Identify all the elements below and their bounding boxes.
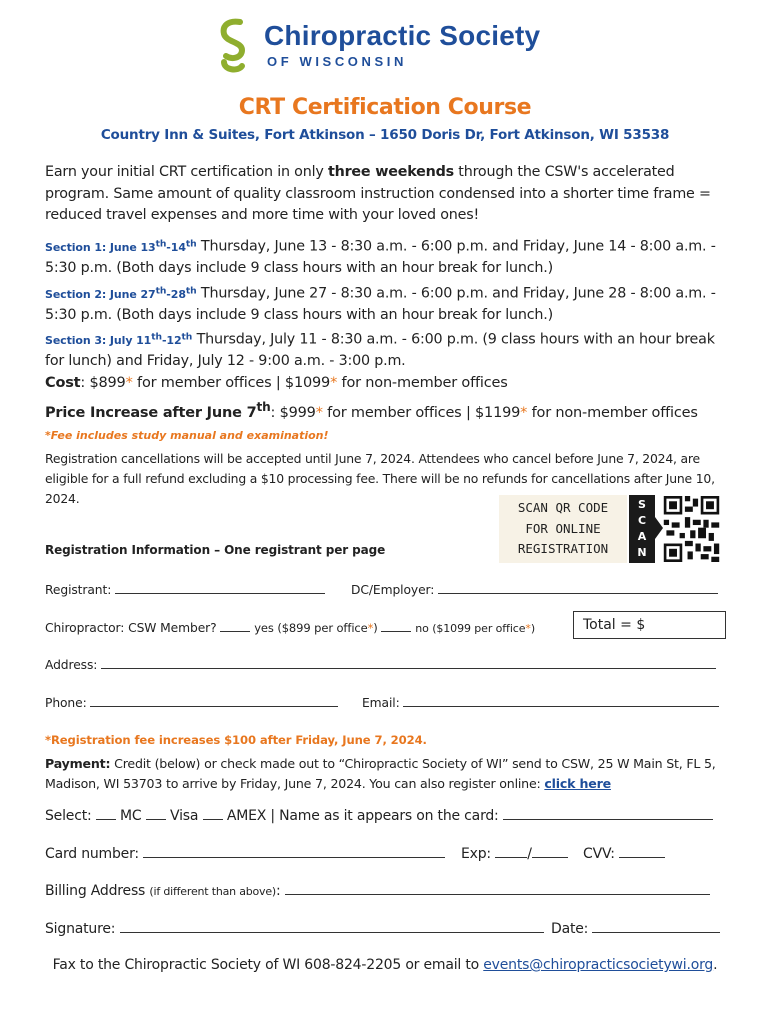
qr-code-icon[interactable]: [663, 496, 720, 562]
total-field[interactable]: Total = $: [573, 611, 726, 639]
section-3-schedule: Section 3: July 11th-12th Thursday, July 11 - 8:30 a.m. - 6:00 p.m. (9 class hours with an hour break for lunch) and Friday, July 12 - 9:00 a.m. - 3:00 p.m.: [45, 331, 715, 370]
cost-line: Cost: $899* for member offices | $1099* for non-member offices: [45, 375, 508, 391]
registration-heading: Registration Information – One registrant per page: [45, 543, 386, 557]
address-label: Address:: [45, 658, 98, 672]
address-field[interactable]: [101, 657, 716, 669]
email-field[interactable]: [403, 695, 719, 707]
fee-note: *Fee includes study manual and examination!: [45, 429, 329, 442]
member-label: Chiropractor: CSW Member?: [45, 621, 217, 635]
card-cvv-row: CVV:: [583, 846, 665, 862]
email-row: [362, 695, 719, 710]
fee-increase-note: *Registration fee increases $100 after Friday, June 7, 2024.: [45, 733, 427, 747]
registrant-field[interactable]: [115, 582, 325, 594]
date-field[interactable]: [592, 921, 720, 933]
billing-address-field[interactable]: [285, 883, 710, 895]
page-title: CRT Certification Course: [238, 95, 532, 120]
employer-label: DC/Employer:: [351, 583, 435, 597]
address-row: [45, 657, 716, 672]
signature-field[interactable]: [120, 921, 544, 933]
member-yes-field[interactable]: [220, 620, 250, 632]
contact-email-link[interactable]: events@chiropracticsocietywi.org: [483, 957, 714, 973]
spine-logo-icon: [218, 18, 248, 74]
amex-field[interactable]: [203, 808, 223, 820]
phone-field[interactable]: [90, 695, 338, 707]
date-row: Date:: [551, 921, 720, 937]
price-increase-line: Price Increase after June 7th: $999* for member offices | $1199* for non-member offices: [45, 400, 698, 421]
card-number-row: Card number:: [45, 846, 445, 862]
organization-logo: [218, 18, 558, 76]
intro-paragraph: Earn your initial CRT certification in only three weekends through the CSW's accelerated program. Same amount of quality classroom instruction condensed into a shorter time frame = reduced travel expenses and more time with your loved ones!: [45, 164, 711, 223]
org-subtitle: OF WISCONSIN: [267, 54, 407, 69]
qr-caption: SCAN QR CODE FOR ONLINE REGISTRATION: [499, 495, 627, 563]
register-online-link[interactable]: click here: [544, 776, 611, 791]
phone-label: Phone:: [45, 696, 87, 710]
exp-year-field[interactable]: [532, 846, 568, 858]
section-1-schedule: Section 1: June 13th-14th Thursday, June 13 - 8:30 a.m. - 6:00 p.m. and Friday, June 14 - 8:00 a.m. - 5:30 p.m. (Both days include 9 class hours with an hour break for lunch.): [45, 238, 716, 277]
qr-registration-block[interactable]: [499, 493, 727, 565]
registrant-row: [45, 582, 325, 597]
card-exp-row: Exp: /: [461, 846, 568, 862]
venue-address: Country Inn & Suites, Fort Atkinson – 1650 Doris Dr, Fort Atkinson, WI 53538: [100, 127, 670, 143]
phone-row: [45, 695, 338, 710]
billing-row: Billing Address (if different than above):: [45, 883, 710, 899]
section-2-schedule: Section 2: June 27th-28th Thursday, June 27 - 8:30 a.m. - 6:00 p.m. and Friday, June 28 - 8:00 a.m. - 5:30 p.m. (Both days include 9 class hours with an hour break for lunch.): [45, 285, 716, 324]
employer-row: [351, 582, 718, 597]
member-row: [45, 620, 535, 635]
signature-row: Signature:: [45, 921, 544, 937]
employer-field[interactable]: [438, 582, 718, 594]
exp-month-field[interactable]: [495, 846, 527, 858]
org-name: Chiropractic Society: [264, 20, 541, 51]
no-option-label: no ($1099 per office*): [415, 622, 536, 635]
visa-field[interactable]: [146, 808, 166, 820]
card-number-field[interactable]: [143, 846, 445, 858]
yes-option-label: yes ($899 per office*): [254, 621, 378, 635]
cardholder-name-field[interactable]: [503, 808, 713, 820]
member-no-field[interactable]: [381, 620, 411, 632]
mc-field[interactable]: [96, 808, 116, 820]
payment-instructions: Payment: Credit (below) or check made out to “Chiropractic Society of WI” send to CSW, 25 W Main St, FL 5, Madison, WI 53703 to arrive by Friday, June 7, 2024. You can also register online: click here: [45, 756, 716, 791]
scan-label: S C A N: [629, 495, 655, 563]
registrant-label: Registrant:: [45, 583, 112, 597]
cvv-field[interactable]: [619, 846, 665, 858]
arrow-right-icon: [655, 517, 663, 539]
email-label: Email:: [362, 696, 400, 710]
footer-contact: Fax to the Chiropractic Society of WI 608-824-2205 or email to events@chiropracticsocietywi.org.: [52, 957, 718, 973]
cancellation-policy: Registration cancellations will be accepted until June 7, 2024. Attendees who cancel before June 7, 2024, are eligible for a full refund excluding a $10 processing fee. There will be no refunds for cancellations after June 10, 2024.: [45, 451, 715, 506]
card-select-row: Select: MC Visa AMEX | Name as it appears on the card:: [45, 808, 713, 824]
